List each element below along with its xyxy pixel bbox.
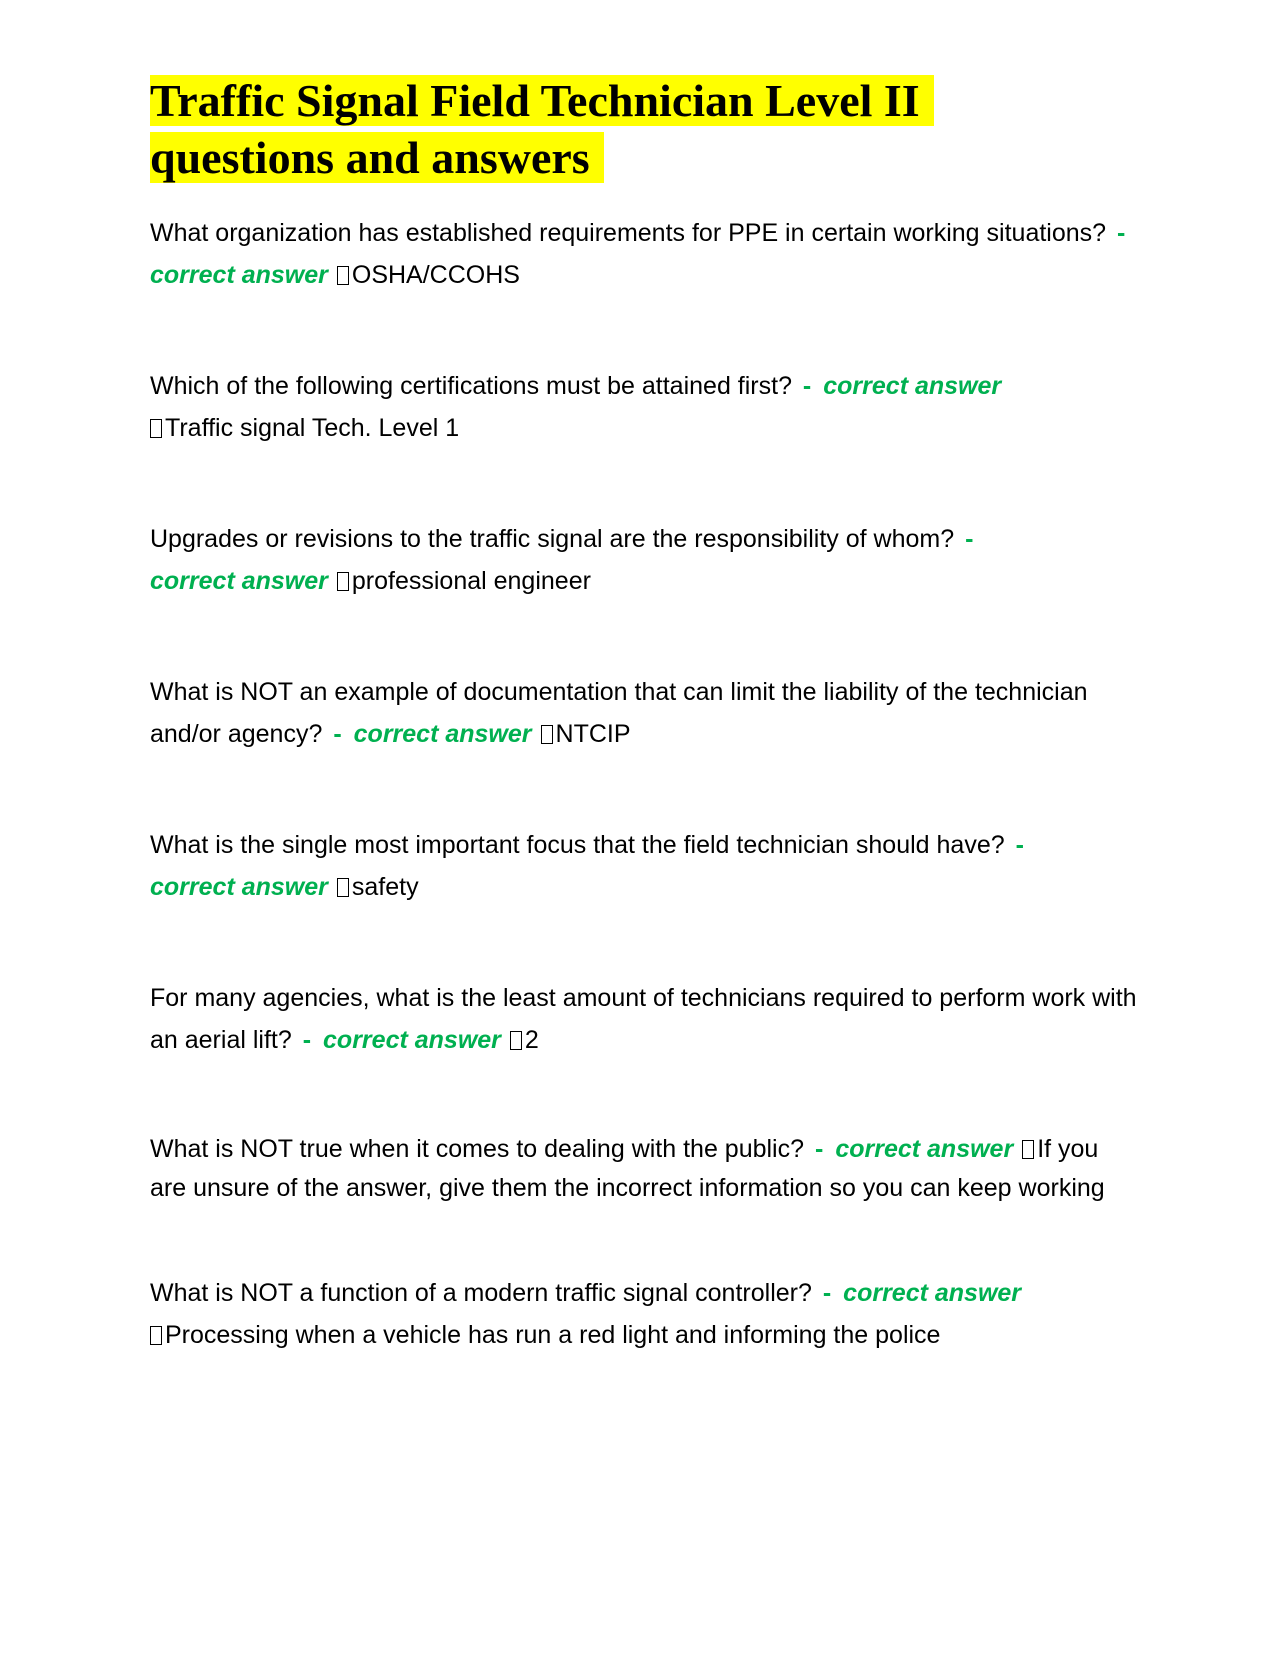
answer-dash: - — [302, 1026, 312, 1054]
question-text: What organization has established requirements for PPE in certain working situations? — [150, 219, 1107, 247]
answer-dash: - — [802, 372, 812, 400]
missing-glyph-icon — [337, 572, 349, 591]
question-text: What is NOT true when it comes to dealing with the public? — [150, 1135, 805, 1163]
missing-glyph-icon — [1022, 1140, 1034, 1159]
answer-dash: - — [822, 1279, 832, 1307]
title-line-2: questions and answers — [150, 132, 604, 183]
qa-item-3 — [150, 518, 1140, 602]
document-page — [150, 72, 1140, 1356]
answer-dash: - — [965, 525, 974, 553]
correct-answer-label: correct answer — [150, 261, 328, 289]
question-text: What is the single most important focus that the field technician should have? — [150, 831, 1005, 859]
question-text: What is NOT an example of documentation that can limit the liability of the technician and/or agency? — [150, 678, 1088, 748]
question-text: Which of the following certifications must be attained first? — [150, 372, 792, 400]
correct-answer-label: correct answer — [823, 372, 1002, 400]
correct-answer-label: correct answer — [323, 1026, 501, 1054]
missing-glyph-icon — [541, 725, 553, 744]
missing-glyph-icon — [150, 1326, 162, 1345]
answer-text: 2 — [524, 1026, 539, 1054]
answer-text: If you are unsure of the answer, give them the incorrect information so you can keep working — [150, 1135, 1105, 1202]
title-line-1: Traffic Signal Field Technician Level II — [150, 75, 934, 126]
answer-text: Processing when a vehicle has run a red light and informing the police — [165, 1321, 941, 1349]
qa-item-2 — [150, 365, 1140, 449]
document-title — [150, 72, 1140, 186]
qa-item-7 — [150, 1130, 1140, 1208]
answer-dash: - — [333, 720, 342, 748]
correct-answer-label: correct answer — [150, 873, 328, 901]
missing-glyph-icon — [510, 1031, 522, 1050]
missing-glyph-icon — [150, 419, 162, 438]
missing-glyph-icon — [337, 266, 349, 285]
answer-text: safety — [351, 873, 419, 901]
missing-glyph-icon — [337, 878, 349, 897]
qa-item-5 — [150, 824, 1140, 908]
correct-answer-label: correct answer — [843, 1279, 1022, 1307]
question-text: For many agencies, what is the least amount of technicians required to perform work with an aerial lift? — [150, 984, 1137, 1054]
answer-dash: - — [1117, 219, 1126, 247]
qa-item-8 — [150, 1272, 1140, 1356]
correct-answer-label: correct answer — [835, 1135, 1014, 1163]
answer-dash: - — [1015, 831, 1024, 859]
qa-item-1 — [150, 212, 1140, 296]
answer-text: professional engineer — [351, 567, 591, 595]
answer-dash: - — [814, 1135, 824, 1163]
answer-text: Traffic signal Tech. Level 1 — [165, 414, 460, 442]
question-text: What is NOT a function of a modern traffic signal controller? — [150, 1279, 812, 1307]
qa-item-4 — [150, 671, 1140, 755]
question-text: Upgrades or revisions to the traffic signal are the responsibility of whom? — [150, 525, 955, 553]
correct-answer-label: correct answer — [353, 720, 532, 748]
answer-text: OSHA/CCOHS — [351, 261, 520, 289]
qa-item-6 — [150, 977, 1140, 1061]
answer-text: NTCIP — [555, 720, 631, 748]
correct-answer-label: correct answer — [150, 567, 328, 595]
